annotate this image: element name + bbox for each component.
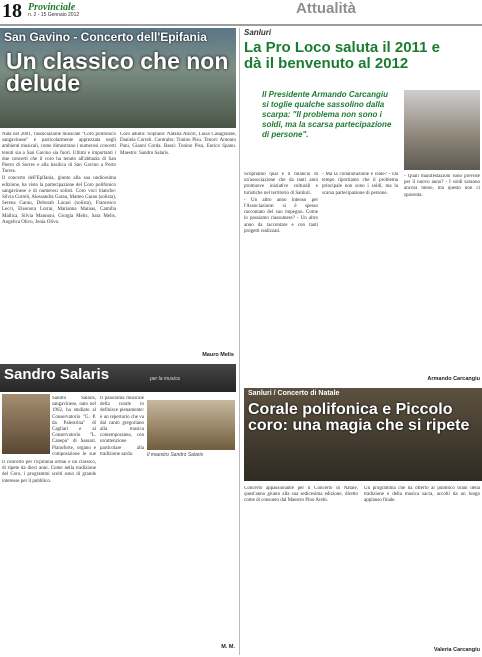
- article-column: [100, 396, 144, 655]
- article-column: [52, 396, 96, 456]
- paragraph: Sandro Salaris, sangavinese, nato nel 1962, ha studiato al Conservatorio "G. P. da Palestrina" di Cagliari e al Conservatorio "L. Canepa" di Sassari. Pianoforte, organo e composizione le sue: [52, 396, 96, 456]
- paragraph: Il concerto per l'Epifania ormai è un classico, di ripete da dieci anni. Come nella tradizione del Coro, i programmi scelti sono di grande interesse per il pubblico.: [2, 460, 96, 484]
- article-column: [404, 174, 480, 374]
- article-signature: Mauro Melis: [202, 352, 234, 358]
- article-column: [322, 172, 398, 382]
- header-rule: [0, 24, 482, 26]
- article-signature: Valeria Carcangiu: [433, 647, 480, 653]
- article-title: Corale polifonica e Piccolo coro: una magia che si ripete: [248, 401, 470, 434]
- conductor-photo: [147, 400, 235, 450]
- title-line: dà il benvenuto al 2012: [244, 55, 409, 72]
- photo-caption: Il maestro Sandro Salaris: [147, 452, 204, 458]
- title-line: La Pro Loco saluta il 2011 e: [244, 39, 440, 56]
- article-subtitle: per la musica: [150, 376, 180, 382]
- article-column: [2, 132, 116, 360]
- page-number: 18: [2, 0, 22, 22]
- article-title: [244, 40, 480, 72]
- article-column: [244, 486, 358, 654]
- paragraph: Il concerto dell'Epifania, giunto alla sua undicesima edizione, ha visto la partecipazione del Coro polifonico sangavinese e di numerosi solisti. Coro voci bianche: Silvia Curreli, Alessandra Garau, Matteo Garau (solista), Serena Garau, Deborah Lacasi (solista), Francesco Lecci, Eleonora Lorrai, Marianna Mainas, Camilla Mallica, Silvia Mannoni, Giorgia Melis, Sara Melis, Angelica Olivo, Jenia Olivo.: [2, 176, 116, 225]
- portrait-photo: [2, 394, 50, 454]
- paragraph: Nata nel 2001, l'associazione musicale "Coro polifonico sangavinese" è particolarmente apprezzata negli ambienti musicali, come dimostrano i numerosi concerti tenuti sia a San Gavino sia fuori. Ultimi e importanti i due concerti che il coro ha tenuto all'abbazia di San Pietro di Sorres e alla basilica di San Gavino a Porto Torres.: [2, 132, 116, 175]
- section-title: Attualità: [296, 0, 356, 17]
- paragraph: - Ma la collaborazione è reale? - Da tempo riportiamo che il problema principale non sono i soldi, ma la scarsa partecipazione di persone.: [322, 172, 398, 196]
- paragraph: - Quali manifestazioni sono previste per il nuovo anno? - I soldi saranno ancora meno, ma questo non ci spaventa.: [404, 174, 480, 198]
- article-signature: Armando Carcangiu: [427, 376, 480, 382]
- paragraph: Un programma che ha offerto al pubblico brani della tradizione e della musica sacra, accolti da un lungo applauso finale.: [364, 486, 480, 504]
- paragraph: Il panorama musicale della corale lo definisce pienamente: è un repertorio che va dal canto gregoriano alla musica contemporanea, con un'attenzione particolare alla tradizione sarda.: [100, 396, 144, 457]
- paragraph: Concerto appassionante per il Concerto di Natale, quest'anno giunto alla sua sedicesima edizione, diretto come di consueto dal Maestro Pino Arebi.: [244, 486, 358, 504]
- article-kicker: San Gavino - Concerto dell'Epifania: [4, 30, 207, 44]
- issue-date: n. 2 - 15 Gennaio 2012: [28, 12, 80, 18]
- article-deck: Il Presidente Armando Carcangiu si toglie qualche sassolino dalla scarpa: "Il problema non sono i soldi, ma la scarsa partecipazione di persone".: [262, 90, 392, 139]
- masthead-logo: Provinciale: [28, 2, 76, 13]
- article-kicker: Sanluri: [244, 28, 272, 37]
- article-signature: M. M.: [221, 644, 235, 650]
- column-divider: [239, 28, 240, 655]
- paragraph: - Un altro anno intenso per l'Associazione: si è spesso raccontato del suo impegno. Come lo possiamo riassumere? - Un altro anno da raccontare e con tanti progetti realizzati.: [244, 197, 318, 234]
- article-column: [244, 172, 318, 382]
- paragraph: Scopriamo qual è il bilancio di un'associazione che da tanti anni promuove iniziative culturali e turistiche nel territorio di Sanluri.: [244, 172, 318, 196]
- president-photo: [404, 90, 480, 170]
- article-title: Sandro Salaris: [4, 366, 110, 383]
- article-column: [2, 460, 96, 655]
- article-column: [120, 132, 236, 352]
- paragraph: Coro adulto: Soprano: Natalia Atzori, Luisa Casagrande, Daniela Curreli. Contralto: Tonino Pisu. Tenori: Antonio Pani, Gianni Corda. Bassi: Tonino Pisu, Enrico Spanu. Maestro: Sandro Salaris.: [120, 132, 236, 156]
- article-title: Un classico che non delude: [6, 48, 229, 96]
- article-column: [364, 486, 480, 646]
- article-kicker: Sanluri / Concerto di Natale: [248, 390, 340, 397]
